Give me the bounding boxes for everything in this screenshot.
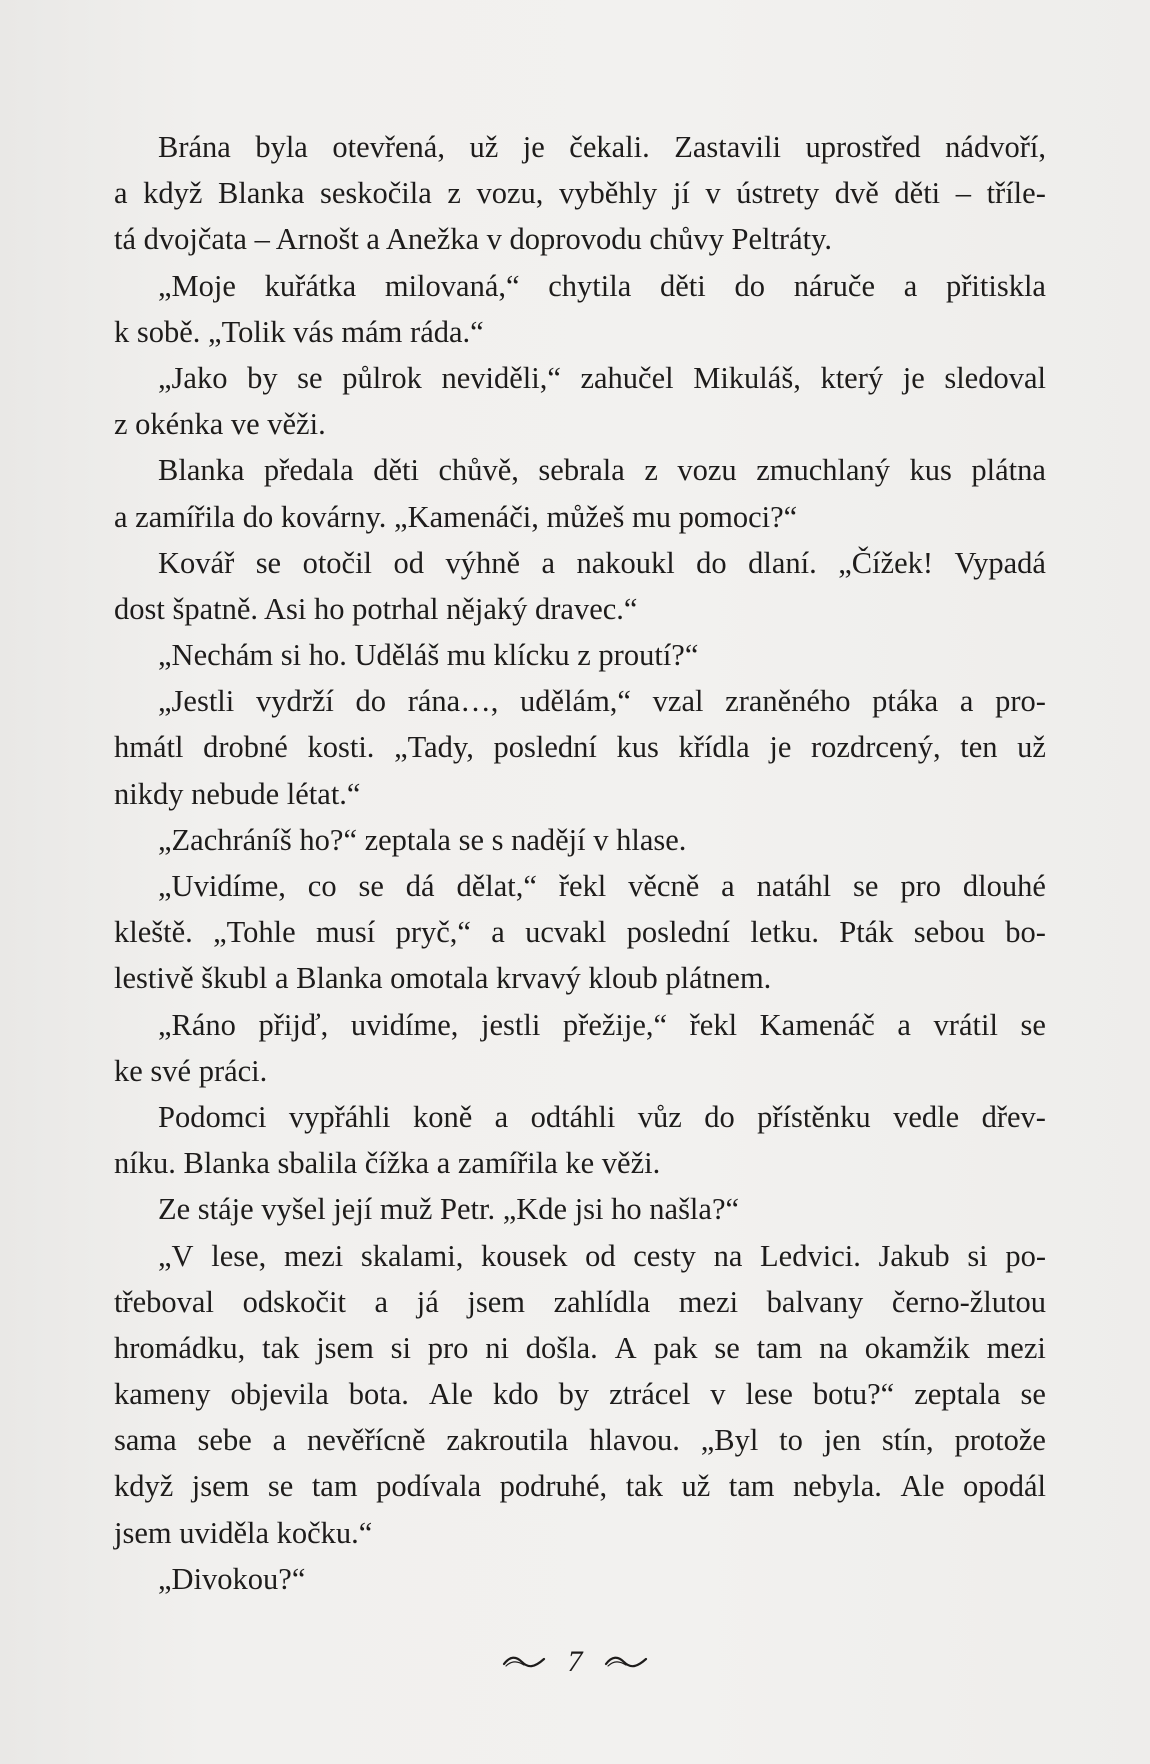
word: náruče: [793, 268, 875, 303]
word: plátna: [971, 453, 1046, 488]
text-line: z okénka ve věži.: [114, 407, 326, 442]
word: v: [705, 176, 721, 211]
word: si: [967, 1238, 988, 1273]
word: ni: [485, 1330, 509, 1365]
word: byla: [255, 130, 308, 164]
word: uprostřed: [805, 130, 921, 164]
word: a: [897, 1007, 911, 1042]
word: se: [1020, 1377, 1046, 1412]
word: děti: [373, 453, 419, 488]
word: věcně: [628, 869, 700, 903]
word: zakroutila: [446, 1423, 569, 1458]
word: dlouhé: [962, 869, 1046, 903]
body-text: [114, 124, 1046, 1602]
word: jsem: [316, 1330, 374, 1365]
word: stín,: [881, 1423, 934, 1458]
word: nakoukl: [576, 545, 675, 580]
text-line: [114, 1463, 1046, 1509]
word: natáhl: [756, 869, 832, 903]
word: dřev-: [981, 1099, 1046, 1134]
word: se: [255, 545, 282, 580]
word: do: [696, 545, 727, 580]
word: by: [247, 360, 278, 395]
word: je: [522, 130, 545, 164]
word: čekali.: [569, 130, 650, 164]
word: „Jestli: [158, 684, 235, 719]
word: sebou: [913, 915, 985, 950]
word: Pták: [839, 915, 894, 950]
word: zahlídla: [553, 1284, 651, 1319]
word: sama: [114, 1423, 177, 1458]
word: přežije,“: [562, 1007, 668, 1042]
word: zraněného: [725, 684, 851, 719]
word: řekl: [689, 1007, 738, 1042]
word: pro: [900, 869, 941, 903]
word: „Ráno: [158, 1007, 236, 1042]
text-line: „Zachráníš ho?“ zeptala se s nadějí v hlase.: [158, 822, 687, 857]
word: se: [358, 869, 384, 903]
word: došla.: [525, 1330, 598, 1365]
word: a: [903, 268, 918, 303]
word: už: [681, 1469, 711, 1504]
word: odskočit: [242, 1284, 346, 1319]
text-line: [114, 263, 1046, 309]
text-line: [114, 447, 1046, 493]
word: Blanka: [218, 176, 305, 211]
word: a: [494, 1099, 509, 1134]
word: mezi: [283, 1238, 344, 1273]
word: a: [374, 1284, 389, 1319]
word: lese: [745, 1377, 793, 1412]
word: dělat,“: [456, 869, 537, 903]
word: uvidíme,: [350, 1007, 459, 1042]
word: který: [820, 360, 884, 395]
word: a: [959, 684, 974, 719]
word: je: [902, 360, 925, 395]
text-line: [114, 170, 1046, 216]
word: pro: [427, 1330, 469, 1365]
text-line: ke své práci.: [114, 1053, 268, 1088]
word: –: [955, 176, 971, 211]
word: Ledvici.: [760, 1238, 861, 1273]
text-line: [114, 540, 1046, 586]
word: tak: [262, 1330, 300, 1365]
word: ústrety: [736, 176, 820, 211]
word: kleště.: [114, 915, 193, 950]
word: letku.: [750, 915, 819, 950]
word: děti: [660, 268, 706, 303]
text-line: nikdy nebude létat.“: [114, 776, 361, 811]
word: Kamenáč: [759, 1007, 875, 1042]
word: objevila: [230, 1377, 329, 1412]
word: přijď,: [258, 1007, 329, 1042]
word: jestli: [481, 1007, 541, 1042]
word: „Čížek!: [838, 545, 934, 580]
word: „Moje: [158, 268, 236, 303]
text-line: [114, 355, 1046, 401]
word: se: [1020, 1007, 1046, 1042]
word: když: [143, 176, 203, 211]
word: do: [355, 684, 387, 719]
text-line: [114, 124, 1046, 170]
word: a: [114, 176, 128, 211]
word: odtáhli: [530, 1099, 616, 1134]
word: vrátil: [933, 1007, 998, 1042]
word: „Tady,: [394, 730, 474, 765]
word: zahučel: [580, 360, 674, 395]
word: černo-žlutou: [891, 1284, 1046, 1319]
text-line: [114, 909, 1046, 955]
word: tříle-: [986, 176, 1046, 211]
word: udělám,“: [520, 684, 631, 719]
text-line: a zamířila do kovárny. „Kamenáči, můžeš mu pomoci?“: [114, 499, 798, 534]
word: poslední: [626, 915, 731, 950]
word: pryč,“: [395, 915, 471, 950]
word: přístěnku: [757, 1099, 871, 1134]
word: dlaní.: [748, 545, 817, 580]
word: jí: [672, 176, 690, 211]
word: tak: [625, 1469, 663, 1504]
word: opodál: [962, 1469, 1046, 1504]
word: já: [416, 1284, 439, 1319]
word: přitiskla: [946, 268, 1046, 303]
word: sledoval: [944, 360, 1046, 395]
word: do: [734, 268, 765, 303]
word: otevřená,: [332, 130, 445, 164]
word: Jakub: [878, 1238, 950, 1273]
word: hromádku,: [114, 1330, 246, 1365]
word: Ale: [900, 1469, 945, 1504]
text-line: k sobě. „Tolik vás mám ráda.“: [114, 314, 484, 349]
word: je: [769, 730, 792, 765]
word: rána…,: [407, 684, 499, 719]
word: podruhé,: [499, 1469, 608, 1504]
word: vzal: [652, 684, 704, 719]
word: „Byl: [700, 1423, 759, 1458]
word: vypřáhli: [288, 1099, 391, 1134]
word: výhně: [445, 545, 520, 580]
word: mezi: [986, 1330, 1046, 1365]
text-line: [114, 1417, 1046, 1463]
word: Ale: [428, 1377, 473, 1412]
word: kousek: [481, 1238, 568, 1273]
word: seskočila: [319, 176, 432, 211]
word: se: [297, 360, 323, 395]
word: a: [541, 545, 555, 580]
word: „Uvidíme,: [158, 869, 286, 903]
word: dá: [405, 869, 435, 903]
text-line: [114, 1094, 1046, 1140]
text-line: Ze stáje vyšel její muž Petr. „Kde jsi ho našla?“: [158, 1192, 740, 1227]
page-number: 7: [567, 1645, 583, 1679]
word: v: [710, 1377, 726, 1412]
word: hmátl: [114, 730, 184, 765]
text-line: [114, 1002, 1046, 1048]
word: chůvě,: [438, 453, 519, 488]
word: kus: [616, 730, 659, 765]
text-line: [114, 678, 1046, 724]
word: Vypadá: [954, 545, 1046, 580]
text-line: „Divokou?“: [158, 1561, 306, 1596]
word: koně: [412, 1099, 473, 1134]
word: hlavou.: [589, 1423, 680, 1458]
page-footer: [0, 1640, 1150, 1682]
word: rozdrcený,: [811, 730, 941, 765]
word: „Tohle: [213, 915, 296, 950]
text-line: [114, 1325, 1046, 1371]
word: nebyla.: [793, 1469, 882, 1504]
word: když: [114, 1469, 174, 1504]
word: vozu,: [476, 176, 544, 211]
word: už: [1017, 730, 1046, 765]
word: cesty: [633, 1238, 696, 1273]
word: vozu: [677, 453, 737, 488]
word: protože: [954, 1423, 1046, 1458]
word: kosti.: [307, 730, 375, 765]
word: od: [585, 1238, 616, 1273]
word: A: [614, 1330, 637, 1365]
word: ptáka: [872, 684, 939, 719]
word: na: [713, 1238, 743, 1273]
text-line: „Nechám si ho. Uděláš mu klícku z proutí?“: [158, 638, 699, 673]
word: na: [819, 1330, 848, 1365]
word: se: [853, 869, 879, 903]
word: ucvakl: [525, 915, 607, 950]
word: a: [721, 869, 735, 903]
word: vyběhly: [559, 176, 658, 211]
word: třeboval: [114, 1284, 214, 1319]
word: Mikuláš,: [693, 360, 801, 395]
word: otočil: [302, 545, 373, 580]
text-line: níku. Blanka sbalila čížka a zamířila ke věži.: [114, 1146, 661, 1181]
text-line: [114, 1371, 1046, 1417]
text-line: dost špatně. Asi ho potrhal nějaký dravec.“: [114, 591, 638, 626]
text-line: [114, 863, 1046, 909]
word: do: [704, 1099, 735, 1134]
text-line: jsem uviděla kočku.“: [114, 1515, 373, 1550]
word: dvě: [834, 176, 879, 211]
word: musí: [315, 915, 376, 950]
word: kdo: [492, 1377, 539, 1412]
word: kus: [909, 453, 952, 488]
word: podívala: [376, 1469, 482, 1504]
word: bo-: [1005, 915, 1046, 950]
right-swash-ornament-icon: [604, 1654, 648, 1670]
word: co: [307, 869, 337, 903]
word: řekl: [558, 869, 607, 903]
word: sebe: [197, 1423, 252, 1458]
text-line: lestivě škubl a Blanka omotala krvavý kloub plátnem.: [114, 961, 772, 996]
word: to: [779, 1423, 803, 1458]
word: poslední: [493, 730, 597, 765]
word: ten: [960, 730, 998, 765]
word: půlrok: [342, 360, 422, 395]
word: křídla: [678, 730, 750, 765]
word: zeptala: [914, 1377, 1001, 1412]
word: nevěřícně: [307, 1423, 426, 1458]
word: tam: [311, 1469, 358, 1504]
word: a: [272, 1423, 287, 1458]
word: a: [491, 915, 505, 950]
word: Brána: [158, 130, 231, 164]
text-line: [114, 724, 1046, 770]
word: Blanka: [158, 453, 245, 488]
word: okamžik: [864, 1330, 970, 1365]
word: ztrácel: [609, 1377, 691, 1412]
word: pro-: [995, 684, 1046, 719]
word: tam: [728, 1469, 775, 1504]
word: se: [267, 1469, 294, 1504]
word: z: [447, 176, 461, 211]
text-line: [114, 1233, 1046, 1279]
word: neviděli,“: [441, 360, 561, 395]
word: tam: [756, 1330, 803, 1365]
word: Zastavili: [674, 130, 781, 164]
word: skalami,: [360, 1238, 464, 1273]
word: balvany: [766, 1284, 864, 1319]
word: už: [469, 130, 499, 164]
word: jen: [823, 1423, 862, 1458]
word: zmuchlaný: [756, 453, 890, 488]
word: vydrží: [255, 684, 334, 719]
word: drobné: [203, 730, 288, 765]
word: by: [558, 1377, 590, 1412]
word: „V: [158, 1238, 194, 1273]
word: lese,: [211, 1238, 267, 1273]
word: z: [644, 453, 658, 488]
word: Kovář: [158, 545, 235, 580]
word: kuřátka: [264, 268, 357, 303]
word: od: [393, 545, 424, 580]
text-line: [114, 1279, 1046, 1325]
word: Podomci: [158, 1099, 267, 1134]
word: nádvoří,: [945, 130, 1046, 164]
left-swash-ornament-icon: [502, 1654, 546, 1670]
word: kameny: [114, 1377, 211, 1412]
word: vedle: [893, 1099, 960, 1134]
word: předala: [263, 453, 354, 488]
word: vůz: [637, 1099, 682, 1134]
word: jsem: [467, 1284, 525, 1319]
word: si: [390, 1330, 411, 1365]
word: „Jako: [158, 360, 228, 395]
word: mezi: [678, 1284, 739, 1319]
word: botu?“: [812, 1377, 895, 1412]
word: děti: [894, 176, 941, 211]
word: jsem: [191, 1469, 250, 1504]
word: pak: [653, 1330, 698, 1365]
text-line: tá dvojčata – Arnošt a Anežka v doprovodu chůvy Peltráty.: [114, 222, 832, 257]
word: po-: [1005, 1238, 1046, 1273]
word: se: [714, 1330, 740, 1365]
word: bota.: [348, 1377, 409, 1412]
word: chytila: [548, 268, 632, 303]
word: milovaná,“: [384, 268, 520, 303]
word: sebrala: [538, 453, 625, 488]
